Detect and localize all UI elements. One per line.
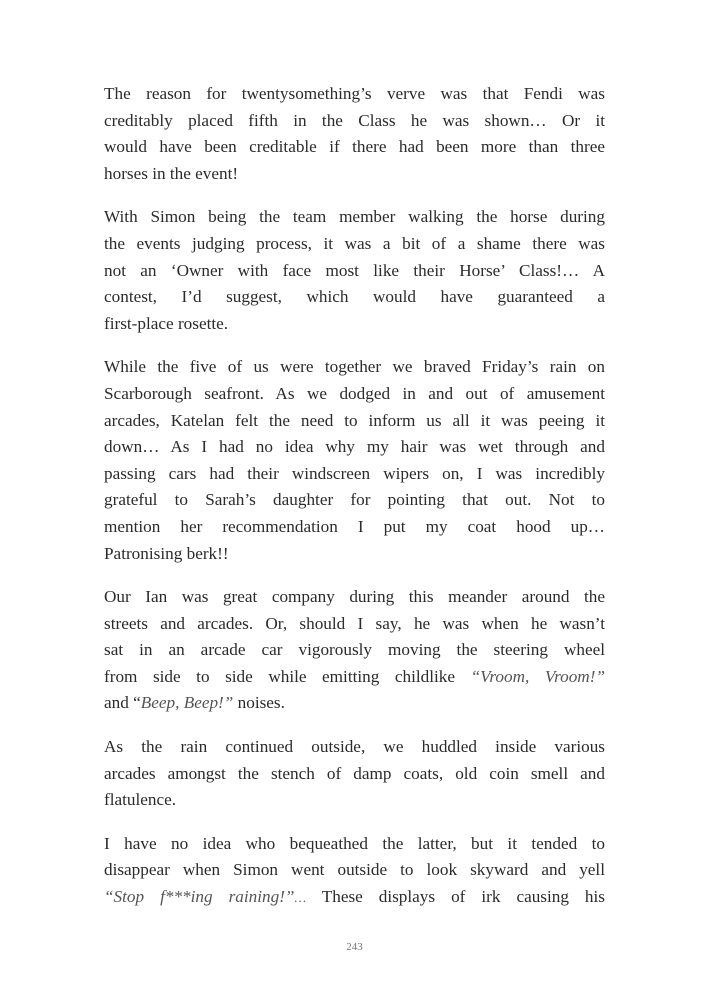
text-line: Our Ian was great company during this meander around the <box>104 587 605 607</box>
paragraph-1 <box>104 81 605 187</box>
italic-quote: Beep, Beep!” <box>140 693 234 713</box>
ellipsis: … <box>294 890 307 906</box>
text-line: disappear when Simon went outside to look skyward and yell <box>104 860 605 880</box>
text-line: would have been creditable if there had been more than three <box>104 137 605 157</box>
text-segment: and “ <box>104 693 141 713</box>
text-line: Scarborough seafront. As we dodged in and out of amusement <box>104 383 605 403</box>
text-line: flatulence. <box>104 790 177 810</box>
text-segment: noises. <box>233 693 285 713</box>
paragraph-5 <box>104 734 605 814</box>
text-line <box>104 690 605 717</box>
text-line: As the rain continued outside, we huddled inside various <box>104 737 605 757</box>
text-line: sat in an arcade car vigorously moving the steering wheel <box>104 640 605 660</box>
paragraph-6 <box>104 831 605 911</box>
italic-quote: “Vroom, Vroom!” <box>470 666 606 686</box>
text-line: the events judging process, it was a bit of a shame there was <box>104 233 605 253</box>
italic-quote: “Stop f***ing raining!” <box>104 887 295 907</box>
text-segment: These displays of irk causing his <box>321 887 605 907</box>
paragraph-2 <box>104 204 605 337</box>
text-line: streets and arcades. Or, should I say, he was when he wasn’t <box>104 613 605 633</box>
text-line: With Simon being the team member walking the horse during <box>104 207 605 227</box>
text-line: horses in the event! <box>104 163 239 183</box>
text-line: I have no idea who bequeathed the latter, but it tended to <box>104 833 605 853</box>
text-line: arcades, Katelan felt the need to inform us all it was peeing it <box>104 410 605 430</box>
page-number: 243 <box>346 941 363 953</box>
text-line: mention her recommendation I put my coat hood up… <box>104 516 605 536</box>
text-line: not an ‘Owner with face most like their Horse’ Class!… A <box>104 260 605 280</box>
text-line: Patronising berk!! <box>104 543 229 563</box>
text-line: down… As I had no idea why my hair was wet through and <box>104 437 605 457</box>
body-text <box>104 81 605 928</box>
text-line: While the five of us were together we braved Friday’s rain on <box>104 357 605 377</box>
text-line: arcades amongst the stench of damp coats, old coin smell and <box>104 763 605 783</box>
text-line: first-place rosette. <box>104 313 229 333</box>
text-line: passing cars had their windscreen wipers on, I was incredibly <box>104 463 605 483</box>
text-line: creditably placed fifth in the Class he was shown… Or it <box>104 110 605 130</box>
text-line <box>104 664 605 691</box>
text-line: The reason for twentysomething’s verve was that Fendi was <box>104 84 605 103</box>
text-segment: from side to side while emitting childlike <box>104 666 456 686</box>
text-line: grateful to Sarah’s daughter for pointing that out. Not to <box>104 490 605 510</box>
paragraph-4 <box>104 584 605 717</box>
text-line: contest, I’d suggest, which would have guaranteed a <box>104 287 605 307</box>
text-line <box>104 884 605 911</box>
paragraph-3 <box>104 354 605 567</box>
